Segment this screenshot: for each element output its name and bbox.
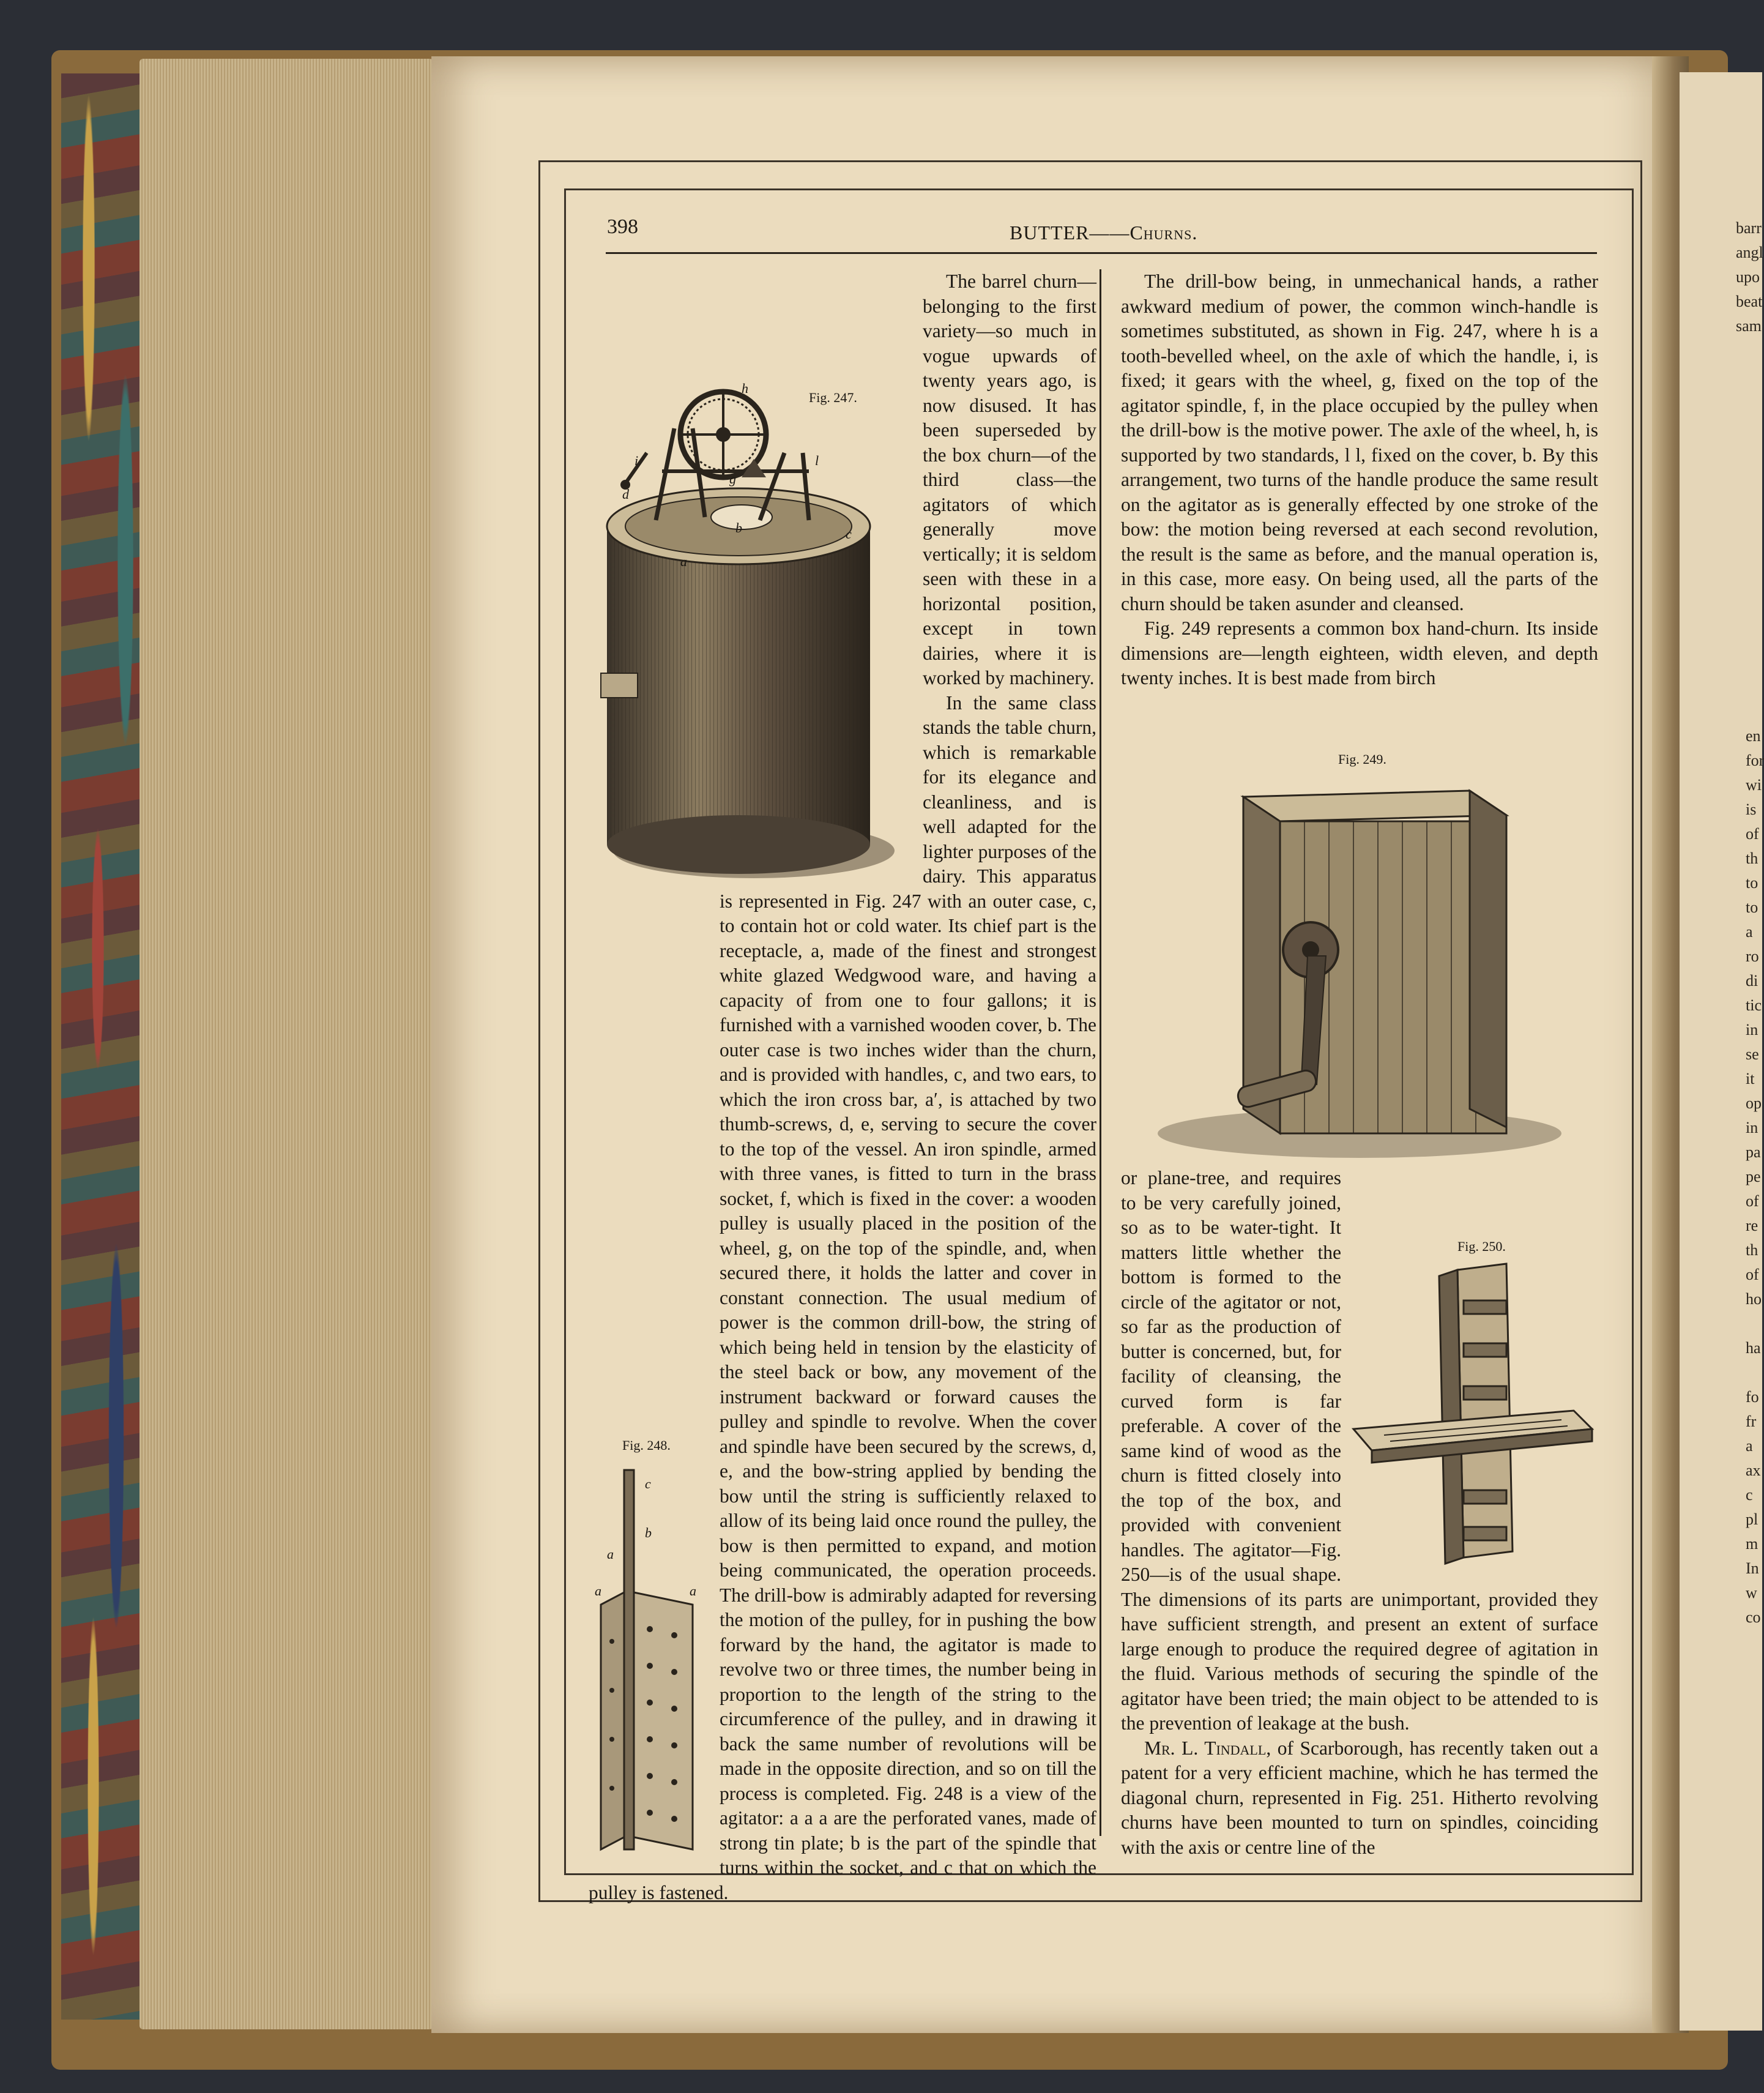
col2-paragraph-1: The drill-bow being, in unmechanical hands, a rather awkward medium of power, the common winch-handle is sometimes substituted, as shown in Fig. 247, where h is a tooth-bevelled wheel, on the axle of which the handle, i, is fixed; it gears with the wheel, g, fixed on the top of the agitator spindle, f, in the place occupied by the pulley when the drill-bow is the motive power. The axle of the wheel, h, is supported by two standards, l l, fixed on the cover, b. By this arrangement, two turns of the handle produce the same result on the agitator as is generally effected by one stroke of the bow: the motion being reversed at each second revolution, the result is the same as before, and the manual operation is, in this case, more easy. On being used, all the parts of the churn should be taken asunder and cleansed.	[1121, 270, 1598, 614]
fig248-label-a1: a	[607, 1546, 614, 1562]
next-page-fragment: a	[1746, 923, 1753, 941]
next-page-fragment: for	[1746, 752, 1764, 769]
fig248-label-b: b	[645, 1525, 652, 1540]
next-page-fragment: is	[1746, 800, 1757, 818]
next-page-fragment: se	[1746, 1045, 1759, 1063]
col1-paragraph-1: The barrel churn—belonging to the first variety—so much in vogue upwards of twenty years ago, is now disused. It has been superseded by the box churn—of the third class—the agitators of which generally move vertically; it is seldom seen with these in a horizontal position, except in town dairies, where it is worked by machinery.	[923, 270, 1096, 688]
header-rule	[606, 252, 1597, 254]
next-page-fragment: fr	[1746, 1412, 1757, 1430]
next-page-fragment: sam	[1736, 317, 1762, 335]
next-page-fragment: pa	[1746, 1143, 1761, 1161]
col2-paragraph-4-text: , of Scarborough, has recently taken out a patent for a very efficient machine, which he has termed the diagonal churn, represented in Fig. 251. Hitherto revolving churns have been mounted to turn on spindles, coinciding with the axis or centre line of the	[1121, 1737, 1599, 1858]
col2-paragraph-4	[1121, 1736, 1598, 1860]
fig248-label-c: c	[645, 1476, 651, 1491]
next-page-fragment: of	[1746, 1192, 1759, 1210]
next-page-fragment: ro	[1746, 947, 1759, 965]
next-page-fragment: pe	[1746, 1168, 1761, 1185]
next-page-fragment: ax	[1746, 1461, 1761, 1479]
fig248-label-a3: a	[690, 1583, 696, 1599]
fig247-label-d: d	[622, 487, 629, 502]
fig247-label-l: l	[815, 453, 819, 468]
running-head-dash: ——	[1089, 222, 1130, 244]
page-edges	[140, 59, 433, 2029]
next-page-fragment: m	[1746, 1535, 1758, 1553]
next-page-fragment: co	[1746, 1608, 1761, 1626]
next-page-fragment: th	[1746, 849, 1758, 867]
next-page-fragment: barr	[1736, 219, 1762, 237]
next-page-fragment: it	[1746, 1070, 1755, 1088]
figure-248-caption: Fig. 248.	[622, 1438, 671, 1453]
next-page-fragment: wi	[1746, 776, 1762, 794]
next-page-fragment: In	[1746, 1559, 1759, 1577]
next-page-fragment: ho	[1746, 1290, 1762, 1308]
right-column-top	[1121, 269, 1598, 691]
next-page-fragment: w	[1746, 1584, 1757, 1602]
running-head-sub: Churns.	[1129, 222, 1198, 244]
column-divider	[1100, 269, 1101, 1836]
next-page-fragment: fo	[1746, 1388, 1759, 1406]
page-number: 398	[607, 215, 638, 238]
next-page-fragment: of	[1746, 1266, 1759, 1283]
figure-250-caption: Fig. 250.	[1457, 1239, 1506, 1254]
figure-248	[589, 1433, 711, 1868]
figure-247	[589, 379, 912, 882]
next-page-fragment: to	[1746, 898, 1758, 916]
figure-247-caption: Fig. 247.	[809, 390, 857, 405]
fig247-label-a: a	[680, 554, 687, 569]
table-churn-illustration	[589, 379, 912, 882]
figure-249	[1121, 748, 1598, 1164]
running-head	[1010, 222, 1197, 244]
fig247-label-h: h	[742, 381, 748, 396]
next-page-fragment: op	[1746, 1094, 1762, 1112]
agitator-illustration	[589, 1458, 711, 1892]
figure-250	[1347, 1239, 1598, 1564]
next-page-fragment: in	[1746, 1119, 1758, 1136]
next-page-fragment: re	[1746, 1217, 1758, 1234]
next-page-fragment: beat	[1736, 293, 1763, 310]
next-page-fragment: en	[1746, 727, 1761, 745]
box-churn-illustration	[1121, 766, 1598, 1164]
tindall-name: Mr. L. Tindall	[1144, 1737, 1267, 1759]
running-head-main: BUTTER	[1010, 222, 1090, 244]
figure-249-caption: Fig. 249.	[1338, 752, 1386, 767]
next-page-fragment: of	[1746, 825, 1759, 843]
fig248-label-a2: a	[595, 1583, 601, 1599]
fig247-label-i: i	[635, 453, 639, 468]
right-column-bottom	[1121, 1166, 1598, 1860]
next-page-fragment: angl	[1736, 244, 1763, 261]
fig247-label-c: c	[846, 526, 852, 542]
box-agitator-illustration	[1347, 1258, 1598, 1564]
next-page-fragment: th	[1746, 1241, 1758, 1259]
col2-paragraph-3: or plane-tree, and requires to be very carefully joined, so as to be water-tight. It matters little whether the bottom is formed to the circle of the agitator or not, so far as the production of butter is concerned, but, for facility of cleansing, the curved form is far preferable. A cover of the same kind of wood as the churn is fitted closely into the top of the box, and provided with convenient handles. The agitator—Fig. 250—is of the usual shape. The dimensions of its parts are unimportant, provided they have sufficient strength, and present an extent of surface large enough to produce the required degree of agitation in the fluid. Various methods of securing the spindle of the agitator have been tried; the main object to be attended to is the prevention of leakage at the bush.	[1121, 1167, 1598, 1734]
next-page-fragment: tic	[1746, 996, 1762, 1014]
fig247-label-g: g	[729, 471, 736, 487]
next-page-fragment: to	[1746, 874, 1758, 892]
fig247-label-b: b	[735, 520, 742, 535]
next-page-fragment: a	[1746, 1437, 1753, 1455]
next-page-fragment: c	[1746, 1486, 1753, 1504]
col2-paragraph-2: Fig. 249 represents a common box hand-churn. Its inside dimensions are—length eighteen, width eleven, and depth twenty inches. It is best made from birch	[1121, 617, 1598, 688]
left-column	[589, 269, 1096, 1905]
next-page-fragment: pl	[1746, 1510, 1758, 1528]
next-page-fragment: di	[1746, 972, 1758, 990]
next-page-edge	[1680, 72, 1762, 2031]
col1-paragraph-2: In the same class stands the table churn, which is remarkable for its elegance and cleanliness, and is well adapted for the lighter purposes of the dairy. This apparatus is represented in Fig. 247 with an outer case, c, to contain hot or cold water. Its chief part is the receptacle, a, made of the finest and strongest white glazed Wedgwood ware, and having a capacity of from one to four gallons; it is furnished with a varnished wooden cover, b. The outer case is two inches wider than the churn, and is provided with handles, c, and two ears, to which the iron cross bar, a′, is attached by two thumb-screws, d, e, serving to secure the cover to the top of the vessel. An iron spindle, armed with three vanes, is fitted to turn in the brass socket, f, which is fixed in the cover: a wooden pulley is usually placed in the position of the wheel, g, on the top of the spindle, and, when secured there, it holds the latter and cover in constant connection. The usual medium of power is the common drill-bow, the string of which being held in tension by the elasticity of the steel back or bow, any movement of the instrument backward or forward causes the pulley and spindle to revolve. When the cover and spindle have been secured by the screws, d, e, and the bow-string applied by bending the bow until the string is sufficiently relaxed to allow of its being laid once round the pulley, the bow is then permitted to expand, and motion being communicated, the operation proceeds. The drill-bow is admirably adapted for reversing the motion of the pulley, for in pushing the bow forward by the hand, the agitator is made to revolve two or three times, the number being in proportion to the length of the string to the circumference of the pulley, and in drawing it back the same number of revolutions will be made in the opposite direction, and so on till the process is completed. Fig. 248 is a view of the agitator: a a a are the perforated vanes, made of strong tin plate; b is the part of the spindle that turns within the socket, and c that on which the pulley is fastened.	[589, 692, 1096, 1903]
next-page-fragment: in	[1746, 1021, 1758, 1039]
next-page-fragment: ha	[1746, 1339, 1761, 1357]
next-page-fragment: upo	[1736, 268, 1760, 286]
